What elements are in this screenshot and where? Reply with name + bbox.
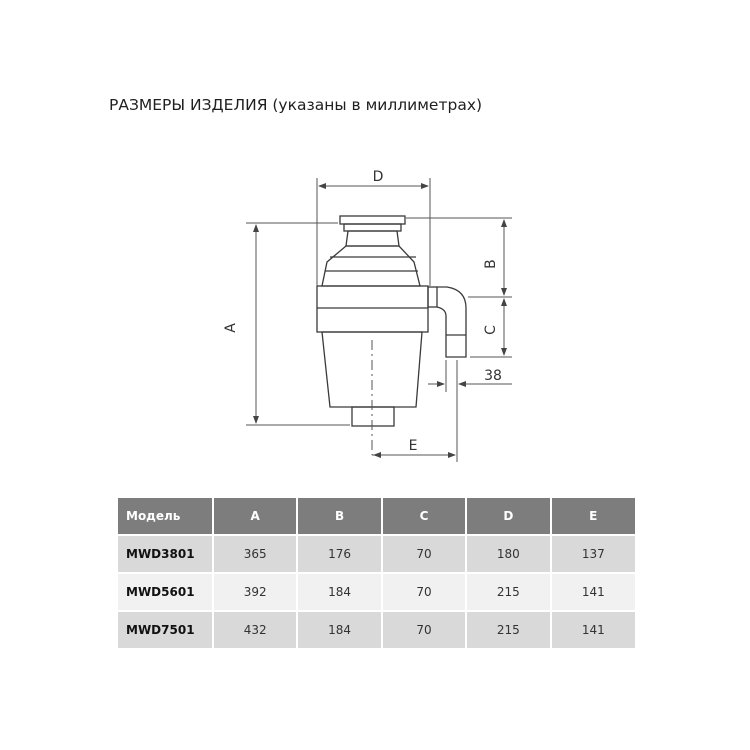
table-cell: 215 bbox=[466, 611, 550, 649]
dimension-label-d: D bbox=[372, 169, 384, 185]
table-row bbox=[118, 535, 635, 573]
table-cell: 365 bbox=[213, 535, 297, 573]
table-cell: 70 bbox=[382, 535, 466, 573]
column-header-d: D bbox=[466, 498, 550, 535]
column-header-c: C bbox=[382, 498, 466, 535]
column-header-model: Модель bbox=[118, 498, 213, 535]
dimensions-table bbox=[118, 498, 635, 650]
model-cell: MWD5601 bbox=[118, 573, 213, 611]
table-cell: 184 bbox=[297, 611, 381, 649]
table-header-row bbox=[118, 498, 635, 535]
table-cell: 432 bbox=[213, 611, 297, 649]
table-cell: 180 bbox=[466, 535, 550, 573]
model-cell: MWD3801 bbox=[118, 535, 213, 573]
disposer-outline bbox=[317, 216, 466, 426]
dimension-label-a: A bbox=[223, 323, 239, 333]
dimension-label-b: B bbox=[483, 259, 499, 269]
table-row bbox=[118, 573, 635, 611]
table-cell: 392 bbox=[213, 573, 297, 611]
page-title: РАЗМЕРЫ ИЗДЕЛИЯ (указаны в миллиметрах) bbox=[109, 96, 483, 114]
table-cell: 176 bbox=[297, 535, 381, 573]
dimension-label-e: E bbox=[408, 438, 418, 454]
column-header-a: A bbox=[213, 498, 297, 535]
dimension-label-38: 38 bbox=[484, 368, 502, 384]
table-cell: 137 bbox=[551, 535, 635, 573]
table-cell: 141 bbox=[551, 611, 635, 649]
column-header-b: B bbox=[297, 498, 381, 535]
dimension-label-c: C bbox=[483, 325, 499, 335]
table-row bbox=[118, 611, 635, 649]
table-cell: 70 bbox=[382, 611, 466, 649]
table-cell: 70 bbox=[382, 573, 466, 611]
table-cell: 184 bbox=[297, 573, 381, 611]
model-cell: MWD7501 bbox=[118, 611, 213, 649]
table-cell: 215 bbox=[466, 573, 550, 611]
table-cell: 141 bbox=[551, 573, 635, 611]
column-header-e: E bbox=[551, 498, 635, 535]
dimension-lines bbox=[246, 178, 512, 462]
